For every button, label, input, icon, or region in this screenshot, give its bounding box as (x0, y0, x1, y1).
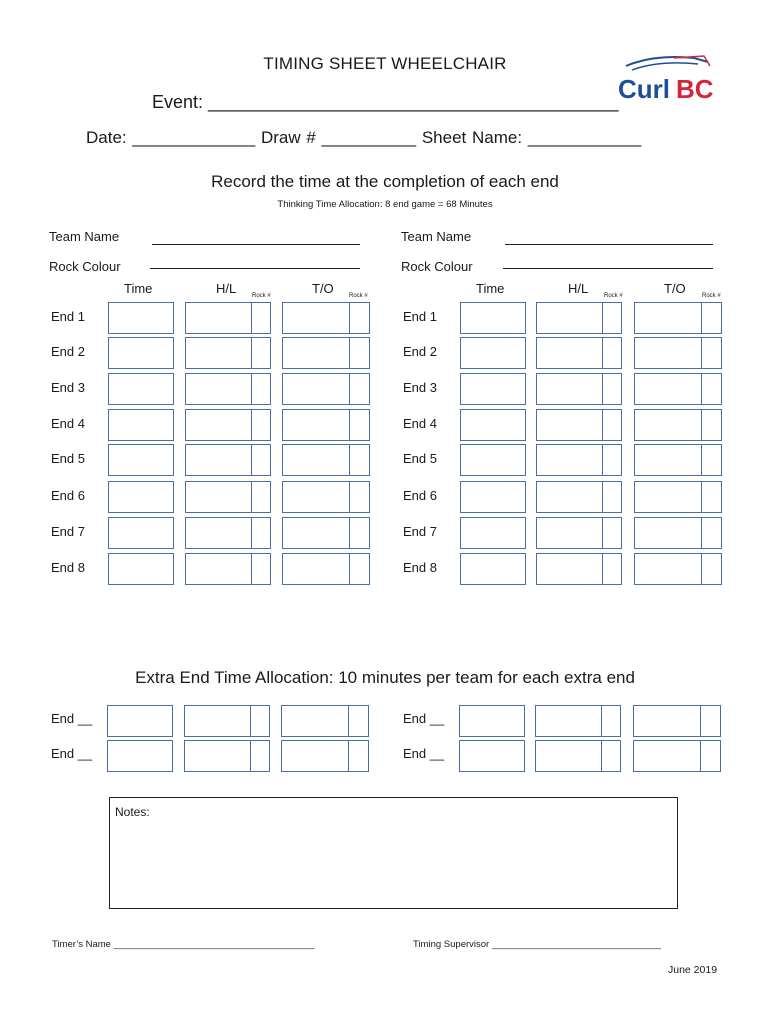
rock-divider (251, 445, 252, 475)
time-box-right[interactable] (460, 302, 526, 334)
rock-divider (251, 518, 252, 548)
col-rock-to-left: Rock # (349, 293, 368, 299)
rock-divider (701, 338, 702, 368)
extra-hl-box-left[interactable] (184, 740, 270, 772)
time-box-left[interactable] (108, 302, 174, 334)
rock-divider (251, 374, 252, 404)
extra-to-box-left[interactable] (281, 705, 369, 737)
time-box-left[interactable] (108, 481, 174, 513)
rock-divider (251, 338, 252, 368)
hl-box-left[interactable] (185, 481, 271, 513)
end-label-right: End 6 (403, 488, 437, 503)
col-rock-hl-right: Rock # (604, 293, 623, 299)
hl-box-left[interactable] (185, 409, 271, 441)
rock-divider (250, 741, 251, 771)
time-box-right[interactable] (460, 337, 526, 369)
notes-box[interactable] (109, 797, 678, 909)
end-label-left: End 1 (51, 309, 85, 324)
extra-to-box-left[interactable] (281, 740, 369, 772)
col-time-right: Time (476, 281, 505, 296)
time-box-left[interactable] (108, 337, 174, 369)
rock-divider (349, 554, 350, 584)
end-label-right: End 5 (403, 451, 437, 466)
to-box-right[interactable] (634, 444, 722, 476)
to-box-left[interactable] (282, 373, 370, 405)
timing-supervisor-field[interactable]: Timing Supervisor ________________________________ (413, 939, 661, 950)
end-label-right: End 2 (403, 344, 437, 359)
team-name-label-right: Team Name (401, 229, 472, 244)
rock-divider (348, 706, 349, 736)
extra-end-label-right: End __ (403, 746, 445, 761)
extra-hl-box-right[interactable] (535, 740, 621, 772)
to-box-right[interactable] (634, 373, 722, 405)
rock-divider (602, 554, 603, 584)
extra-time-box-left[interactable] (107, 705, 173, 737)
to-box-right[interactable] (634, 481, 722, 513)
rock-divider (701, 482, 702, 512)
rock-divider (601, 706, 602, 736)
end-label-left: End 3 (51, 380, 85, 395)
time-box-right[interactable] (460, 517, 526, 549)
rock-divider (700, 741, 701, 771)
time-box-left[interactable] (108, 409, 174, 441)
end-label-left: End 8 (51, 560, 85, 575)
hl-box-left[interactable] (185, 553, 271, 585)
event-field[interactable]: Event: _________________________________________ (152, 92, 619, 112)
rock-divider (602, 303, 603, 333)
rock-divider (349, 482, 350, 512)
notes-label: Notes: (115, 805, 150, 819)
to-box-left[interactable] (282, 517, 370, 549)
rock-colour-line-right[interactable] (503, 268, 713, 269)
rock-colour-label-left: Rock Colour (49, 259, 121, 274)
extra-to-box-right[interactable] (633, 705, 721, 737)
col-time-left: Time (124, 281, 153, 296)
team-name-line-right[interactable] (505, 244, 713, 245)
col-to-left: T/O (312, 281, 334, 296)
extra-end-label-left: End __ (51, 711, 93, 726)
extra-time-box-left[interactable] (107, 740, 173, 772)
time-box-left[interactable] (108, 444, 174, 476)
time-box-right[interactable] (460, 409, 526, 441)
rock-divider (348, 741, 349, 771)
rock-divider (701, 554, 702, 584)
hl-box-left[interactable] (185, 517, 271, 549)
rock-divider (349, 303, 350, 333)
hl-box-left[interactable] (185, 337, 271, 369)
extra-hl-box-right[interactable] (535, 705, 621, 737)
to-box-left[interactable] (282, 302, 370, 334)
rock-divider (602, 374, 603, 404)
rock-divider (602, 338, 603, 368)
to-box-right[interactable] (634, 517, 722, 549)
extra-time-box-right[interactable] (459, 705, 525, 737)
time-box-right[interactable] (460, 553, 526, 585)
instruction-heading: Record the time at the completion of each end (211, 172, 559, 191)
rock-divider (701, 303, 702, 333)
end-label-right: End 4 (403, 416, 437, 431)
rock-divider (251, 482, 252, 512)
team-name-line-left[interactable] (152, 244, 360, 245)
to-box-left[interactable] (282, 444, 370, 476)
curlbc-logo-icon (614, 52, 724, 110)
rock-divider (349, 445, 350, 475)
rock-divider (349, 518, 350, 548)
time-box-left[interactable] (108, 517, 174, 549)
rock-divider (602, 518, 603, 548)
rock-divider (349, 374, 350, 404)
hl-box-right[interactable] (536, 517, 622, 549)
rock-divider (251, 410, 252, 440)
hl-box-right[interactable] (536, 553, 622, 585)
end-label-right: End 3 (403, 380, 437, 395)
to-box-right[interactable] (634, 409, 722, 441)
rock-divider (701, 410, 702, 440)
col-rock-to-right: Rock # (702, 293, 721, 299)
extra-end-label-right: End __ (403, 711, 445, 726)
end-label-right: End 8 (403, 560, 437, 575)
rock-divider (349, 338, 350, 368)
end-label-right: End 1 (403, 309, 437, 324)
logo-curl-text: Curl (618, 74, 670, 104)
rock-divider (602, 445, 603, 475)
rock-divider (602, 482, 603, 512)
to-box-left[interactable] (282, 337, 370, 369)
time-box-right[interactable] (460, 481, 526, 513)
to-box-right[interactable] (634, 302, 722, 334)
col-rock-hl-left: Rock # (252, 293, 271, 299)
end-label-left: End 2 (51, 344, 85, 359)
time-box-left[interactable] (108, 553, 174, 585)
rock-divider (602, 410, 603, 440)
rock-divider (251, 554, 252, 584)
to-box-right[interactable] (634, 553, 722, 585)
time-box-right[interactable] (460, 373, 526, 405)
hl-box-right[interactable] (536, 337, 622, 369)
curlbc-logo (614, 52, 724, 110)
timer-name-field[interactable]: Timer’s Name ______________________________________ (52, 939, 315, 950)
col-hl-left: H/L (216, 281, 237, 296)
hl-box-right[interactable] (536, 302, 622, 334)
rock-divider (701, 445, 702, 475)
rock-divider (251, 303, 252, 333)
logo-bc-text: BC (676, 74, 714, 104)
end-label-right: End 7 (403, 524, 437, 539)
team-name-label-left: Team Name (49, 229, 120, 244)
hl-box-right[interactable] (536, 444, 622, 476)
col-to-right: T/O (664, 281, 686, 296)
to-box-left[interactable] (282, 409, 370, 441)
end-label-left: End 5 (51, 451, 85, 466)
extra-hl-box-left[interactable] (184, 705, 270, 737)
date-draw-sheet-line[interactable]: Date: _____________ Draw # __________ Sheet Name: ____________ (86, 128, 642, 147)
hl-box-left[interactable] (185, 302, 271, 334)
rock-divider (701, 374, 702, 404)
hl-box-right[interactable] (536, 373, 622, 405)
revision-date: June 2019 (668, 964, 718, 976)
to-box-left[interactable] (282, 553, 370, 585)
hl-box-left[interactable] (185, 444, 271, 476)
rock-divider (250, 706, 251, 736)
end-label-left: End 4 (51, 416, 85, 431)
rock-divider (700, 706, 701, 736)
thinking-time-note: Thinking Time Allocation: 8 end game = 68 Minutes (277, 199, 493, 210)
extra-time-box-right[interactable] (459, 740, 525, 772)
end-label-left: End 6 (51, 488, 85, 503)
rock-colour-line-left[interactable] (150, 268, 360, 269)
time-box-right[interactable] (460, 444, 526, 476)
sheet-title: TIMING SHEET WHEELCHAIR (263, 54, 507, 73)
rock-divider (349, 410, 350, 440)
extra-to-box-right[interactable] (633, 740, 721, 772)
hl-box-right[interactable] (536, 481, 622, 513)
time-box-left[interactable] (108, 373, 174, 405)
rock-divider (601, 741, 602, 771)
hl-box-left[interactable] (185, 373, 271, 405)
hl-box-right[interactable] (536, 409, 622, 441)
rock-colour-label-right: Rock Colour (401, 259, 473, 274)
to-box-left[interactable] (282, 481, 370, 513)
col-hl-right: H/L (568, 281, 589, 296)
extra-end-heading: Extra End Time Allocation: 10 minutes per team for each extra end (135, 668, 635, 687)
rock-divider (701, 518, 702, 548)
extra-end-label-left: End __ (51, 746, 93, 761)
to-box-right[interactable] (634, 337, 722, 369)
end-label-left: End 7 (51, 524, 85, 539)
